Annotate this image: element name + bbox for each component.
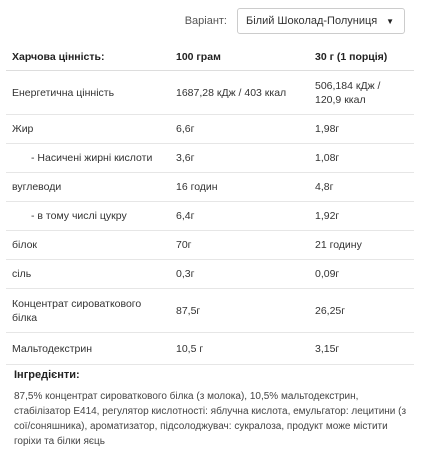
caret-down-icon: ▼ — [386, 16, 394, 26]
value-per-serving: 3,15г — [309, 333, 414, 365]
table-header-row — [6, 44, 414, 71]
value-per-100g: 70г — [170, 231, 309, 260]
value-per-100g: 6,6г — [170, 115, 309, 144]
nutrition-table — [6, 44, 414, 365]
table-row — [6, 144, 414, 173]
table-row — [6, 115, 414, 144]
header-per-serving: 30 г (1 порція) — [309, 44, 414, 71]
value-per-100g: 6,4г — [170, 202, 309, 231]
table-row — [6, 202, 414, 231]
ingredients-text: 87,5% концентрат сироваткового білка (з молока), 10,5% мальтодекстрин, стабілізатор E414, регулятор кислотності: яблучна кислота, емульгатор: лецитини (з сої/соняшника), ароматизатор, підсолоджувач: сукралоза, продукт може містити горіхи та білки яєць — [14, 391, 407, 447]
header-per-100g: 100 грам — [170, 44, 309, 71]
table-row — [6, 173, 414, 202]
table-row — [6, 333, 414, 365]
nutrient-name: Концентрат сироваткового білка — [6, 289, 170, 333]
nutrient-name: білок — [6, 231, 170, 260]
value-per-serving: 506,184 кДж / 120,9 ккал — [309, 71, 414, 115]
variant-selector — [185, 8, 405, 34]
value-per-100g: 10,5 г — [170, 333, 309, 365]
nutrient-name: Енергетична цінність — [6, 71, 170, 115]
value-per-serving: 4,8г — [309, 173, 414, 202]
variant-dropdown[interactable] — [237, 8, 405, 34]
nutrient-name: Мальтодекстрин — [6, 333, 170, 365]
nutrient-name: - в тому числі цукру — [6, 202, 170, 231]
value-per-serving: 0,09г — [309, 260, 414, 289]
nutrient-name: - Насичені жирні кислоти — [6, 144, 170, 173]
header-nutrition: Харчова цінність: — [6, 44, 170, 71]
value-per-serving: 1,92г — [309, 202, 414, 231]
variant-selected-value: Білий Шоколад-Полуниця — [246, 15, 378, 27]
value-per-100g: 1687,28 кДж / 403 ккал — [170, 71, 309, 115]
value-per-100g: 0,3г — [170, 260, 309, 289]
value-per-serving: 1,08г — [309, 144, 414, 173]
nutrient-name: Жир — [6, 115, 170, 144]
table-row — [6, 231, 414, 260]
value-per-serving: 1,98г — [309, 115, 414, 144]
nutrient-name: сіль — [6, 260, 170, 289]
value-per-serving: 21 годину — [309, 231, 414, 260]
table-row — [6, 289, 414, 333]
ingredients-title: Інгредієнти: — [14, 369, 80, 381]
nutrient-name: вуглеводи — [6, 173, 170, 202]
value-per-100g: 16 годин — [170, 173, 309, 202]
value-per-100g: 3,6г — [170, 144, 309, 173]
table-row — [6, 71, 414, 115]
value-per-serving: 26,25г — [309, 289, 414, 333]
value-per-100g: 87,5г — [170, 289, 309, 333]
variant-label: Варіант: — [184, 15, 227, 27]
table-row — [6, 260, 414, 289]
